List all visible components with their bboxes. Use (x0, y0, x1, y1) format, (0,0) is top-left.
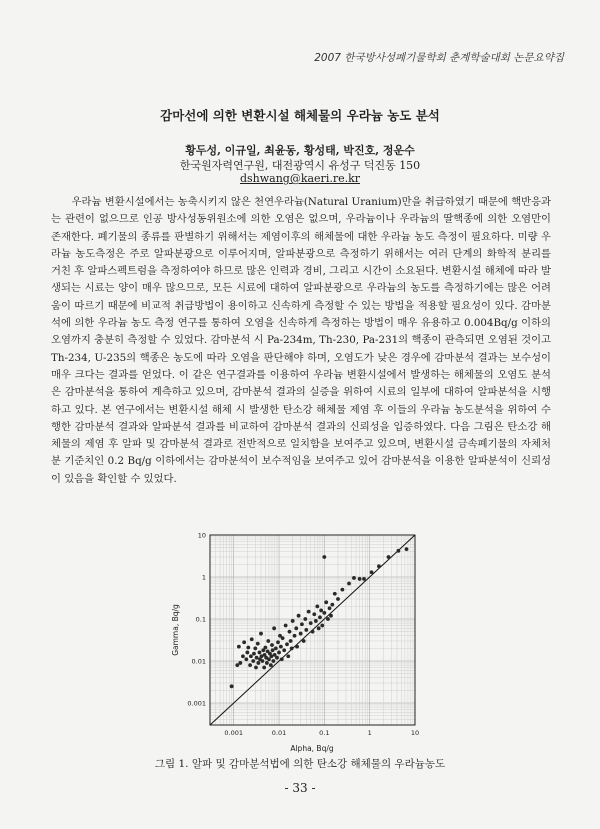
tick-labels (187, 532, 419, 738)
data-point (285, 642, 289, 646)
data-point (258, 651, 262, 655)
data-point (244, 657, 248, 661)
data-point (322, 555, 326, 559)
data-point (267, 657, 271, 661)
data-point (259, 632, 263, 636)
data-point (333, 592, 337, 596)
data-point (304, 628, 308, 632)
x-tick-label: 0.001 (224, 729, 244, 737)
data-point (249, 654, 253, 658)
data-point (271, 648, 275, 652)
data-point (315, 604, 319, 608)
data-point (262, 666, 266, 670)
affiliation: 한국원자력연구원, 대전광역시 유성구 덕진동 150 (179, 159, 421, 172)
data-point (279, 645, 283, 649)
data-point (256, 642, 260, 646)
data-point (269, 663, 273, 667)
data-point (358, 577, 362, 581)
data-point (242, 640, 246, 644)
email-line (0, 172, 600, 185)
data-point (263, 646, 267, 650)
data-point (311, 630, 315, 634)
data-point (387, 555, 391, 559)
data-point (261, 659, 265, 663)
data-point (309, 621, 313, 625)
data-point (312, 612, 316, 616)
data-point (319, 609, 323, 613)
data-point (302, 639, 306, 643)
data-point (270, 643, 274, 647)
data-point (299, 632, 303, 636)
data-point (294, 626, 298, 630)
y-axis-label: Gamma, Bq/g (171, 604, 180, 656)
figure-caption: 그림 1. 알파 및 감마분석법에 의한 탄소강 해체물의 우라늄농도 (154, 758, 446, 770)
data-point (293, 634, 297, 638)
data-point (251, 659, 255, 663)
data-point (286, 654, 290, 658)
data-point (300, 622, 304, 626)
y-tick-label: 1 (201, 573, 206, 582)
data-point (289, 639, 293, 643)
data-point (248, 663, 252, 667)
page-number: - 33 - (284, 781, 316, 795)
data-point (250, 637, 254, 641)
data-point (303, 617, 307, 621)
x-tick-label: 0.01 (271, 729, 287, 737)
data-point (396, 549, 400, 553)
author-list: 황두성, 이규일, 최윤동, 황성태, 박진호, 정운수 (185, 144, 415, 157)
data-point (280, 657, 284, 661)
data-point (265, 661, 269, 665)
scatter-chart (168, 527, 428, 755)
data-point (314, 619, 318, 623)
data-point (256, 661, 260, 665)
data-point (272, 626, 276, 630)
data-point (238, 661, 242, 665)
data-point (322, 611, 326, 615)
data-point (252, 652, 256, 656)
data-point (324, 600, 328, 604)
data-point (253, 646, 257, 650)
data-point (320, 624, 324, 628)
data-point (266, 639, 270, 643)
x-tick-label: 1 (367, 729, 372, 737)
data-point (336, 597, 340, 601)
data-point (281, 636, 285, 640)
email-link[interactable]: dshwang@kaeri.re.kr (239, 172, 361, 185)
abstract-body: 우라늄 변환시설에서는 농축시키지 않은 천연우라늄(Natural Uranium)만을 취급하였기 때문에 핵반응과는 관련이 없으므로 인공 방사성동위원소에 의한 오염은 없으며, 우라늄이나 우라늄의 딸핵종에 의한 오염만이 존재한다. 폐기물의 종류를 판별하기 위해서는 제염이후의 해체물에 대한 우라늄 농도 측정이 필요하다. 미량 우라늄 농도측정은 주로 알파분광으로 이루어지며, 알파분광으로 측정하기 위해서는 여러 단계의 화학적 분리를 거친 후 알파스펙트럼을 측정하여야 하므로 많은 인력과 경비, 그리고 시간이 소요된다. 변환시설 해체에 따라 발생되는 시료는 양이 매우 많으므로, 모든 시료에 대하여 알파분광으로 우라늄의 농도를 측정하기에는 많은 어려움이 따르기 때문에 비교적 취급방법이 용이하고 신속하게 측정할 수 있는 방법을 적용할 필요성이 있다. 감마분석에 의한 우라늄 농도 측정 연구를 통하여 오염을 신속하게 측정하는 방법이 매우 유용하고 0.004Bq/g 이하의 오염까지 충분히 측정할 수 있었다. 감마분석 시 Pa-234m, Th-230, Pa-231의 핵종이 관측되면 오염된 것이고 Th-234, U-235의 핵종은 농도에 따라 오염을 판단해야 하며, 오염도가 낮은 경우에 감마분석 결과는 보수성이 매우 크다는 결과를 얻었다. 이 같은 연구결과를 이용하여 우라늄 변환시설에서 발생하는 해체물의 오염도 분석은 감마분석을 통하여 계측하고 있으며, 감마분석 결과의 실증을 위하여 시료의 일부에 대하여 알파분석을 시행하고 있다. 본 연구에서는 변환시설 해체 시 발생한 탄소강 해체물 제염 후 이들의 우라늄 농도분석을 위하여 수행한 감마분석 결과와 알파분석 결과를 비교하여 감마분석 결과의 신뢰성을 입증하였다. 다음 그림은 탄소강 해체물의 제염 후 알파 및 감마분석 결과로 전반적으로 일치함을 보여주고 있으며, 변환시설 금속폐기물의 자체처분 기준치인 0.2 Bq/g 이하에서는 감마분석이 보수적임을 보여주고 있어 감마분석을 이용한 알파분석이 신뢰성이 있음을 확인할 수 있었다. (51, 196, 551, 485)
data-point (241, 654, 245, 658)
data-point (245, 651, 249, 655)
paper-title: 감마선에 의한 변환시설 해체물의 우라늄 농도 분석 (160, 108, 440, 123)
data-point (254, 666, 258, 670)
data-point (329, 614, 333, 618)
data-point (330, 603, 334, 607)
data-point (282, 648, 286, 652)
y-tick-label: 0.001 (187, 699, 206, 708)
data-point (288, 630, 292, 634)
data-point (347, 582, 351, 586)
data-point (328, 606, 332, 610)
data-point (377, 564, 381, 568)
data-point (405, 547, 409, 551)
data-point (362, 577, 366, 581)
y-tick-label: 0.01 (191, 657, 206, 666)
data-point (326, 617, 330, 621)
data-points (230, 547, 409, 688)
data-point (276, 640, 280, 644)
y-tick-label: 0.1 (195, 615, 206, 624)
x-tick-label: 0.1 (319, 729, 330, 737)
figure-1 (168, 527, 428, 755)
x-tick-label: 10 (410, 729, 420, 737)
data-point (352, 576, 356, 580)
data-point (295, 645, 299, 649)
data-point (307, 610, 311, 614)
running-header: 2007 한국방사성폐기물학회 춘계학술대회 논문요약집 (314, 52, 564, 64)
data-point (297, 614, 301, 618)
data-point (277, 651, 281, 655)
data-point (291, 619, 295, 623)
data-point (255, 656, 259, 660)
data-point (246, 646, 250, 650)
data-point (271, 659, 275, 663)
data-point (290, 646, 294, 650)
data-point (230, 684, 234, 688)
data-point (237, 645, 241, 649)
data-point (284, 624, 288, 628)
data-point (317, 626, 321, 630)
data-point (370, 570, 374, 574)
data-point (274, 646, 278, 650)
data-point (318, 615, 322, 619)
data-point (340, 588, 344, 592)
y-tick-label: 10 (197, 531, 206, 540)
data-point (275, 656, 279, 660)
x-axis-label: Alpha, Bq/g (290, 744, 334, 753)
